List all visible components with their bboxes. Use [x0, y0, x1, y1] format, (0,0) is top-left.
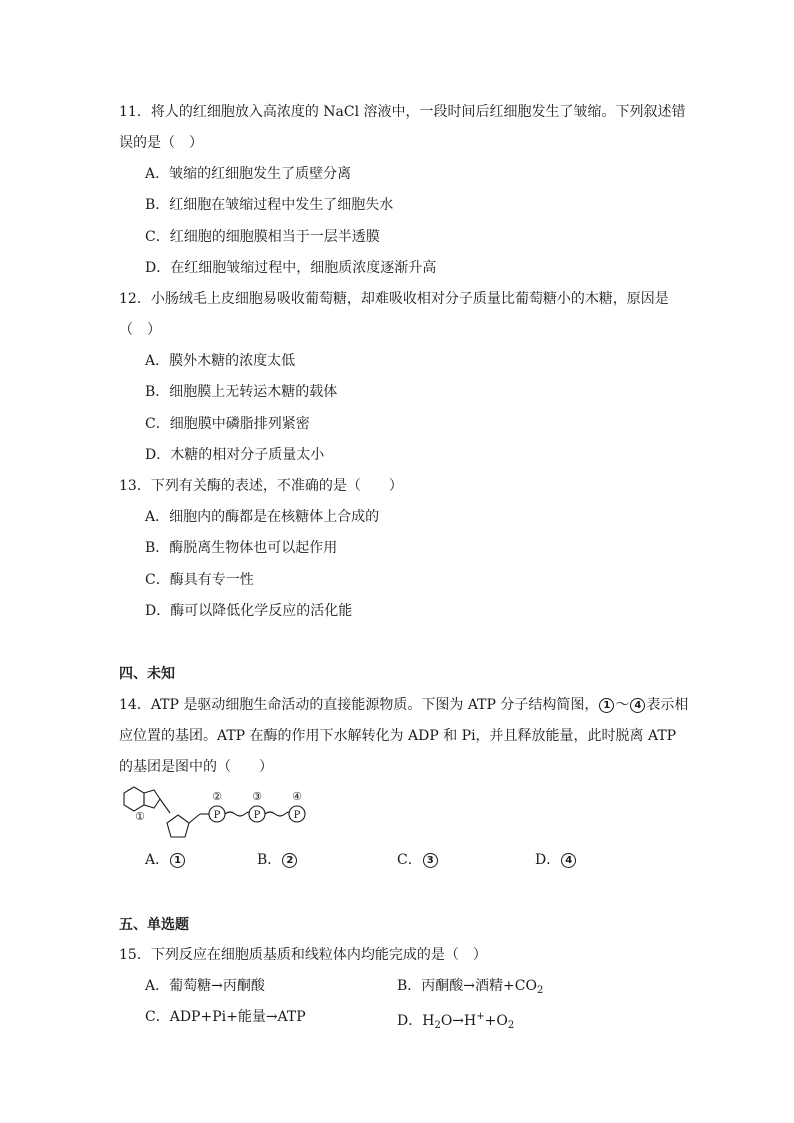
- section-heading-5: 五、单选题: [119, 917, 189, 933]
- adenine-pentagon: [144, 790, 160, 808]
- ribose-phosphate-bond: [189, 814, 200, 823]
- high-energy-bond-1: [225, 812, 249, 816]
- q14-stem-line1: [119, 695, 688, 715]
- atp-structure-diagram: [116, 785, 326, 845]
- q11-stem-line2: 误的是（ ）: [119, 135, 203, 151]
- circled-number-2: 2: [282, 853, 297, 868]
- q15-stem: 15．下列反应在细胞质基质和线粒体内均能完成的是（ ）: [119, 947, 487, 963]
- phosphate-1-label: P: [213, 810, 221, 821]
- high-energy-bond-2: [265, 812, 289, 816]
- q15-option-b-text: B．丙酮酸→酒精+CO: [397, 978, 537, 994]
- q12-option-c: C．细胞膜中磷脂排列紧密: [145, 416, 310, 432]
- q15-option-c: C．ADP+Pi+能量→ATP: [145, 1009, 306, 1025]
- q15-option-d-part2: O→H: [440, 1013, 477, 1029]
- adenine-hexagon: [124, 787, 144, 811]
- q14-option-d-letter: D．: [535, 852, 561, 868]
- subscript: 2: [434, 1020, 441, 1031]
- q14-option-d: [535, 850, 577, 870]
- ribose-pentagon: [167, 815, 189, 837]
- q12-option-b: B．细胞膜上无转运木糖的载体: [145, 384, 338, 400]
- q12-stem-line1: 12．小肠绒毛上皮细胞易吸收葡萄糖，却难吸收相对分子质量比葡萄糖小的木糖，原因是: [119, 291, 669, 307]
- q14-option-a: [145, 850, 186, 870]
- q12-option-d: D．木糖的相对分子质量太小: [145, 447, 325, 463]
- q14-option-c: [397, 850, 439, 870]
- q11-option-d: D．在红细胞皱缩过程中，细胞质浓度逐渐升高: [145, 260, 437, 276]
- q12-option-a: A．膜外木糖的浓度太低: [145, 353, 296, 369]
- q11-option-c: C．红细胞的细胞膜相当于一层半透膜: [145, 229, 380, 245]
- circled-number-4: 4: [630, 698, 645, 713]
- q14-option-b-letter: B．: [257, 852, 282, 868]
- circled-number-1: 1: [170, 853, 185, 868]
- circled-number-4: 4: [561, 853, 576, 868]
- phosphate-3-label: P: [293, 810, 301, 821]
- label-2: ②: [212, 790, 222, 803]
- q13-option-a: A．细胞内的酶都是在核糖体上合成的: [145, 509, 380, 525]
- q13-option-d: D．酶可以降低化学反应的活化能: [145, 603, 353, 619]
- label-3: ③: [252, 790, 262, 803]
- phosphate-2-label: P: [253, 810, 261, 821]
- subscript: 2: [507, 1020, 515, 1031]
- q14-option-b: [257, 850, 298, 870]
- label-1: ①: [135, 810, 145, 823]
- q11-stem-line1: 11．将人的红细胞放入高浓度的 NaCl 溶液中，一段时间后红细胞发生了皱缩。下列叙述错: [119, 104, 686, 120]
- q15-option-d-part1: D．H: [397, 1013, 435, 1029]
- q14-stem-line1-text: 14．ATP 是驱动细胞生命活动的直接能源物质。下图为 ATP 分子结构简图，: [119, 697, 599, 713]
- circled-number-1: 1: [599, 698, 614, 713]
- q12-stem-line2: （ ）: [119, 322, 161, 338]
- circled-number-3: 3: [423, 853, 438, 868]
- section-heading-4: 四、未知: [119, 666, 175, 682]
- q14-stem-line1-end: 表示相: [646, 697, 689, 713]
- q14-option-c-letter: C．: [397, 852, 422, 868]
- q14-stem-line2: 应位置的基团。ATP 在酶的作用下水解转化为 ADP 和 Pi，并且释放能量，此时脱离 ATP: [119, 728, 677, 744]
- q14-option-a-letter: A．: [145, 852, 170, 868]
- q11-option-b: B．红细胞在皱缩过程中发生了细胞失水: [145, 197, 394, 213]
- q15-option-d-part3: +O: [484, 1013, 508, 1029]
- base-ribose-bond: [160, 799, 170, 813]
- q13-stem: 13．下列有关酶的表述，不准确的是（ ）: [119, 478, 403, 494]
- subscript: 2: [536, 985, 544, 996]
- q11-option-a: A．皱缩的红细胞发生了质壁分离: [145, 166, 352, 182]
- label-4: ④: [292, 790, 302, 803]
- tilde: ～: [615, 697, 630, 713]
- q15-option-b: [397, 976, 543, 1001]
- q15-option-a: A．葡萄糖→丙酮酸: [145, 978, 265, 994]
- q13-option-b: B．酶脱离生物体也可以起作用: [145, 540, 338, 556]
- q15-option-d: [397, 1007, 514, 1036]
- superscript: +: [476, 1011, 485, 1022]
- q14-stem-line3: 的基团是图中的（ ）: [119, 759, 273, 775]
- q13-option-c: C．酶具有专一性: [145, 572, 254, 588]
